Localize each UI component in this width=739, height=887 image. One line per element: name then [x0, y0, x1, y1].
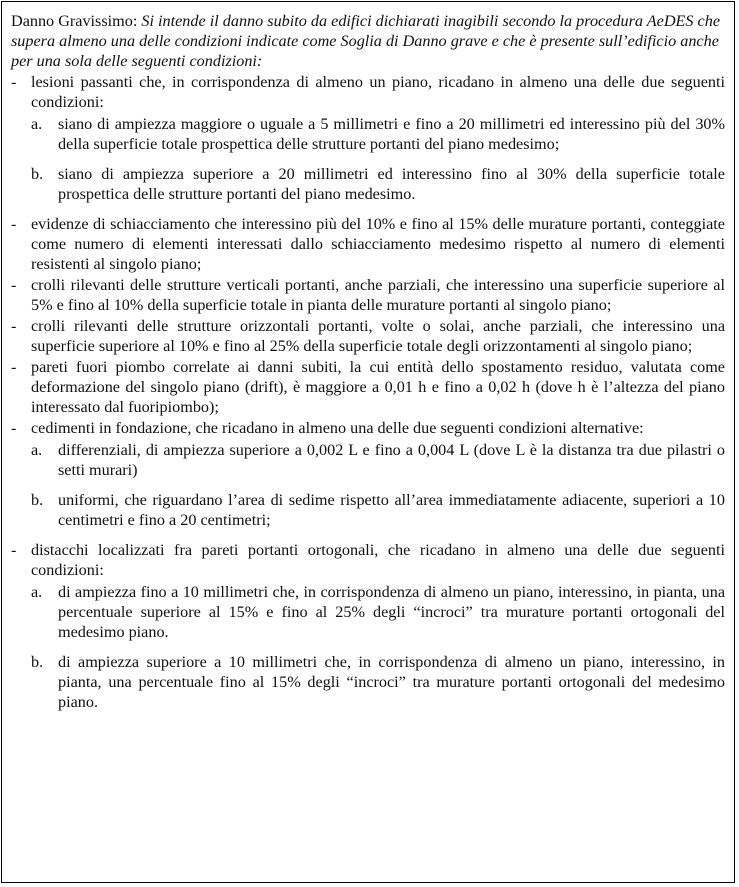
sub-marker: a.	[31, 115, 43, 133]
sub-condition-item	[31, 652, 725, 712]
condition-text: crolli rilevanti delle strutture verticali portanti, anche parziali, che interessino una superficie superiore al 5% e fino al 10% della superficie totale in pianta delle murature portanti al singolo piano;	[31, 276, 725, 314]
sub-marker: b.	[31, 653, 44, 671]
sub-marker: b.	[31, 491, 44, 509]
document-frame	[1, 1, 735, 883]
condition-text: evidenze di schiacciamento che interessino più del 10% e fino al 15% delle murature portanti, conteggiate come numero di elementi interessati dallo schiacciamento medesimo rispetto al numero di elementi resistenti al singolo piano;	[31, 215, 725, 273]
sub-condition-text: di ampiezza fino a 10 millimetri che, in corrispondenza di almeno un piano, interessino, in pianta, una percentuale superiore al 15% e fino al 25% degli “incroci” tra murature portanti ortogonali del medesimo piano.	[58, 583, 725, 641]
condition-item-fuori-piombo	[11, 357, 725, 417]
condition-text: pareti fuori piombo correlate ai danni subiti, la cui entità dello spostamento residuo, valutata come deformazione del singolo piano (drift), è maggiore a 0,01 h e fino a 0,02 h (dove h è l’altezza del piano interessato dal fuoripiombo);	[31, 358, 725, 416]
sub-condition-item	[31, 440, 725, 480]
condition-list	[11, 72, 725, 712]
sub-marker: a.	[31, 441, 43, 459]
bullet-marker: -	[11, 317, 17, 335]
condition-item-lesioni	[11, 72, 725, 204]
sub-condition-text: di ampiezza superiore a 10 millimetri che, in corrispondenza di almeno un piano, interessino, in pianta, una percentuale fino al 15% degli “incroci” tra murature portanti ortogonali del medesimo piano.	[58, 653, 725, 711]
condition-text: crolli rilevanti delle strutture orizzontali portanti, volte o solai, anche parziali, che interessino una superficie superiore al 10% e fino al 25% della superficie totale degli orizzontamenti al singolo piano;	[31, 317, 725, 355]
condition-text: lesioni passanti che, in corrispondenza di almeno un piano, ricadano in almeno una delle due seguenti condizioni:	[31, 73, 725, 111]
condition-text: distacchi localizzati fra pareti portanti ortogonali, che ricadano in almeno una delle due seguenti condizioni:	[31, 541, 725, 579]
intro-definition: Si intende il danno subito da edifici dichiarati inagibili secondo la procedura AeDES che supera almeno una delle condizioni indicate come Soglia di Danno grave e che è presente sull’edificio anche per una sola delle seguenti condizioni:	[11, 12, 721, 70]
bullet-marker: -	[11, 541, 17, 559]
sub-marker: a.	[31, 583, 43, 601]
condition-item-crolli-verticali	[11, 275, 725, 315]
sub-condition-item	[31, 164, 725, 204]
sub-condition-item	[31, 490, 725, 530]
sub-condition-list	[31, 114, 725, 204]
sub-condition-text: differenziali, di ampiezza superiore a 0,002 L e fino a 0,004 L (dove L è la distanza tra due pilastri o setti murari)	[58, 441, 725, 479]
bullet-marker: -	[11, 73, 17, 91]
sub-condition-item	[31, 114, 725, 154]
bullet-marker: -	[11, 215, 17, 233]
condition-item-crolli-orizzontali	[11, 316, 725, 356]
sub-condition-list	[31, 440, 725, 530]
sub-marker: b.	[31, 165, 44, 183]
bullet-marker: -	[11, 276, 17, 294]
sub-condition-text: siano di ampiezza superiore a 20 millimetri ed interessino fino al 30% della superficie totale prospettica delle strutture portanti del piano medesimo.	[58, 165, 725, 203]
sub-condition-text: siano di ampiezza maggiore o uguale a 5 millimetri e fino a 20 millimetri ed interessino più del 30% della superficie totale prospettica delle strutture portanti del piano medesimo;	[58, 115, 725, 153]
bullet-marker: -	[11, 419, 17, 437]
sub-condition-item	[31, 582, 725, 642]
condition-text: cedimenti in fondazione, che ricadano in almeno una delle due seguenti condizioni alternative:	[31, 419, 644, 437]
condition-item-distacchi	[11, 540, 725, 712]
sub-condition-list	[31, 582, 725, 712]
sub-condition-text: uniformi, che riguardano l’area di sedime rispetto all’area immediatamente adiacente, superiori a 10 centimetri e fino a 20 centimetri;	[58, 491, 725, 529]
bullet-marker: -	[11, 358, 17, 376]
intro-paragraph	[11, 11, 725, 71]
intro-term: Danno Gravissimo:	[11, 12, 138, 30]
condition-item-schiacciamento	[11, 214, 725, 274]
condition-item-cedimenti	[11, 418, 725, 530]
